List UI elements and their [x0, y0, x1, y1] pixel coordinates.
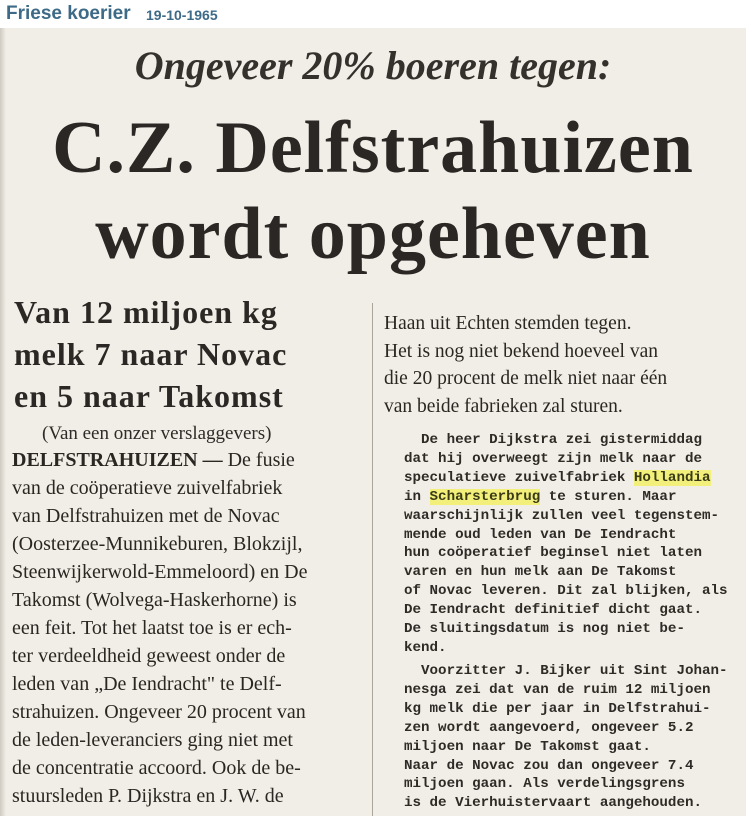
left-line-1: DELFSTRAHUIZEN — De fusie	[12, 449, 295, 471]
left-line-13: stuursleden P. Dijkstra en J. W. de	[12, 785, 284, 807]
right-column-paragraph-2	[404, 431, 744, 658]
right-line-2: Het is nog niet bekend hoeveel van	[384, 340, 658, 362]
p2-line-11: De sluitingsdatum is nog niet be-	[404, 621, 685, 638]
left-line-8: ter verdeeldheid geweest onder de	[12, 645, 286, 667]
main-headline-line-1: C.Z. Delfstrahuizen	[52, 107, 694, 189]
newspaper-clipping	[0, 28, 746, 816]
p3-line-4: zen wordt aangevoerd, ongeveer 5.2	[404, 719, 694, 736]
p3-line-8: is de Vierhuistervaart aangehouden.	[404, 795, 702, 812]
subheadline-line-2: melk 7 naar Novac	[14, 336, 288, 372]
left-line-10: strahuizen. Ongeveer 20 procent van	[12, 701, 306, 723]
p3-line-1: Voorzitter J. Bijker uit Sint Johan-	[404, 663, 728, 679]
column-divider	[372, 303, 373, 816]
left-line-7: een feit. Tot het laatst toe is er ech-	[12, 617, 292, 639]
highlight-hollandia: Hollandia	[633, 469, 711, 486]
right-column-paragraph-3	[404, 662, 744, 813]
byline: (Van een onzer verslaggevers)	[42, 423, 272, 444]
p2-line-4: in Scharsterbrug te sturen. Maar	[404, 488, 677, 505]
p2-line-7: hun coöperatief beginsel niet laten	[404, 545, 702, 562]
left-line-5: Steenwijkerwold-Emmeloord) en De	[12, 561, 308, 583]
left-line-11: de leden-leveranciers ging niet met	[12, 729, 293, 751]
newspaper-name: Friese koerier	[6, 3, 131, 24]
left-line-4: (Oosterzee-Munnikeburen, Blokzijl,	[12, 533, 303, 555]
p2-line-10: De Iendracht definitief dicht gaat.	[404, 602, 702, 619]
p2-line-6: mende oud leden van De Iendracht	[404, 526, 677, 543]
right-line-4: van beide fabrieken zal sturen.	[384, 395, 623, 417]
p3-line-7: miljoen gaan. Als verdelingsgrens	[404, 776, 685, 793]
left-column-text	[12, 446, 368, 810]
p2-line-1: De heer Dijkstra zei gistermiddag	[404, 432, 702, 448]
left-line-3: van Delfstrahuizen met de Novac	[12, 505, 280, 527]
p2-line-2: dat hij overweegt zijn melk naar de	[404, 450, 702, 467]
right-column-paragraph-1	[384, 310, 740, 420]
right-line-1: Haan uit Echten stemden tegen.	[384, 313, 632, 334]
subheadline-line-1: Van 12 miljoen kg	[14, 294, 278, 330]
p3-line-2: nesga zei dat van de ruim 12 miljoen	[404, 681, 711, 698]
dateline: DELFSTRAHUIZEN —	[12, 449, 223, 471]
left-line-2: van de coöperatieve zuivelfabriek	[12, 477, 283, 499]
p3-line-3: kg melk die per jaar in Delfstrahui-	[404, 700, 711, 717]
header-bar	[0, 0, 746, 28]
right-line-3: die 20 procent de melk niet naar één	[384, 368, 668, 389]
main-headline-line-2: wordt opgeheven	[95, 193, 651, 275]
p2-line-12: kend.	[404, 639, 447, 656]
p2-line-8: varen en hun melk aan De Takomst	[404, 564, 677, 581]
left-line-12: de concentratie accoord. Ook de be-	[12, 757, 301, 779]
kicker-headline: Ongeveer 20% boeren tegen:	[134, 43, 612, 88]
left-line-9: leden van „De Iendracht" te Delf-	[12, 673, 282, 695]
p2-line-3: speculatieve zuivelfabriek Hollandia	[404, 469, 711, 486]
p2-line-5: waarschijnlijk zullen veel tegenstem-	[404, 507, 720, 524]
p3-line-5: miljoen naar De Takomst gaat.	[404, 738, 651, 755]
p2-line-9: of Novac leveren. Dit zal blijken, als	[404, 583, 728, 600]
left-line-6: Takomst (Wolvega-Haskerhorne) is	[12, 589, 297, 611]
highlight-scharsterbrug: Scharsterbrug	[429, 488, 541, 505]
p3-line-6: Naar de Novac zou dan ongeveer 7.4	[404, 757, 694, 774]
publication-date: 19-10-1965	[146, 7, 218, 23]
subheadline-line-3: en 5 naar Takomst	[14, 378, 284, 414]
